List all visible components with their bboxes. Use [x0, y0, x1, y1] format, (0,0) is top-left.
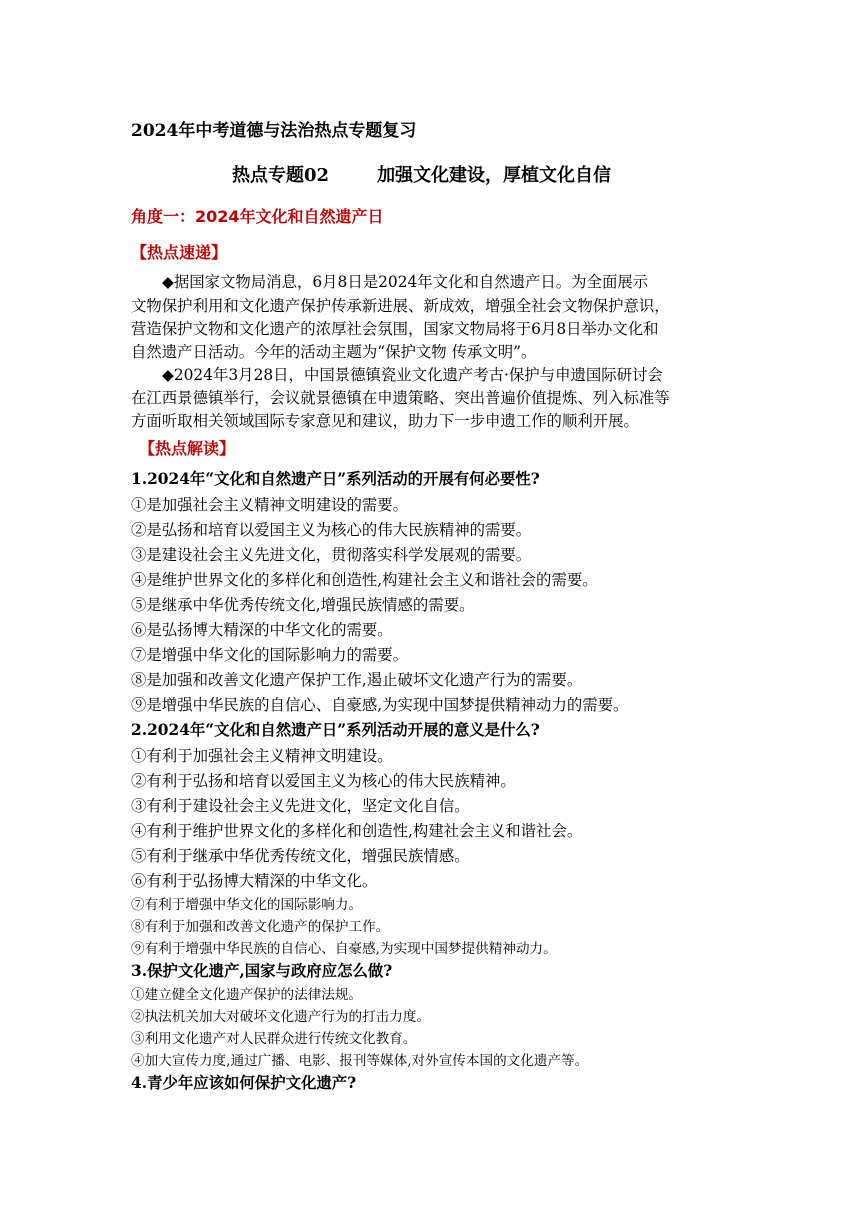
question-1: 1.2024年“文化和自然遗产日”系列活动的开展有何必要性?: [131, 470, 540, 488]
q1-item: ⑥是弘扬博大精深的中华文化的需要。: [131, 621, 393, 639]
q2-item: ①有利于加强社会主义精神文明建设。: [131, 747, 393, 765]
hot-news-para2-line: 在江西景德镇举行，会议就景德镇在申遗策略、突出普遍价值提炼、列入标准等: [131, 389, 670, 407]
hot-news-para1-line: 自然遗产日活动。今年的活动主题为“保护文物 传承文明”。: [131, 343, 537, 361]
q1-item: ④是维护世界文化的多样化和创造性,构建社会主义和谐社会的需要。: [131, 571, 598, 589]
question-4: 4.青少年应该如何保护文化遗产?: [131, 1074, 357, 1092]
topic-heading: [232, 161, 611, 187]
q2-item: ⑥有利于弘扬博大精深的中华文化。: [131, 872, 378, 890]
question-2: 2.2024年“文化和自然遗产日”系列活动开展的意义是什么?: [131, 721, 540, 739]
q1-item: ②是弘扬和培育以爱国主义为核心的伟大民族精神的需要。: [131, 521, 532, 539]
q2-item: ⑤有利于继承中华优秀传统文化，增强民族情感。: [131, 847, 470, 865]
hot-news-para2-line: ◆2024年3月28日，中国景德镇瓷业文化遗产考古·保护与申遗国际研讨会: [162, 366, 663, 384]
q2-item: ②有利于弘扬和培育以爱国主义为核心的伟大民族精神。: [131, 772, 516, 790]
q1-item: ⑦是增强中华文化的国际影响力的需要。: [131, 646, 409, 664]
q1-item: ⑨是增强中华民族的自信心、自豪感,为实现中国梦提供精神动力的需要。: [131, 696, 629, 714]
angle-heading: 角度一：2024年文化和自然遗产日: [131, 207, 384, 226]
q2-item: ⑨有利于增强中华民族的自信心、自豪感,为实现中国梦提供精神动力。: [131, 941, 557, 957]
analysis-heading: 【热点解读】: [139, 439, 236, 458]
q3-item: ①建立健全文化遗产保护的法律法规。: [131, 987, 363, 1003]
q1-item: ①是加强社会主义精神文明建设的需要。: [131, 496, 409, 514]
topic-text: 加强文化建设，厚植文化自信: [377, 165, 612, 186]
question-3: 3.保护文化遗产,国家与政府应怎么做?: [131, 962, 393, 980]
hot-news-para1-line: 营造保护文物和文化遗产的浓厚社会氛围，国家文物局将于6月8日举办文化和: [131, 320, 659, 338]
q1-item: ⑧是加强和改善文化遗产保护工作,遏止破坏文化遗产行为的需要。: [131, 671, 583, 689]
q2-item: ⑦有利于增强中华文化的国际影响力。: [131, 897, 363, 913]
topic-label: 热点专题02: [232, 165, 330, 186]
hot-news-para2-line: 方面听取相关领域国际专家意见和建议，助力下一步申遗工作的顺利开展。: [131, 412, 639, 430]
q3-item: ②执法机关加大对破坏文化遗产行为的打击力度。: [131, 1009, 431, 1025]
q2-item: ⑧有利于加强和改善文化遗产的保护工作。: [131, 919, 390, 935]
q2-item: ③有利于建设社会主义先进文化，坚定文化自信。: [131, 797, 470, 815]
hot-news-para1-line: ◆据国家文物局消息，6月8日是2024年文化和自然遗产日。为全面展示: [162, 273, 649, 291]
document-title: 2024年中考道德与法治热点专题复习: [131, 121, 417, 141]
hot-news-heading: 【热点速递】: [131, 243, 228, 262]
q1-item: ⑤是继承中华优秀传统文化,增强民族情感的需要。: [131, 596, 475, 614]
q1-item: ③是建设社会主义先进文化，贯彻落实科学发展观的需要。: [131, 546, 532, 564]
hot-news-para1-line: 文物保护利用和文化遗产保护传承新进展、新成效，增强全社会文物保护意识，: [131, 297, 670, 315]
q2-item: ④有利于维护世界文化的多样化和创造性,构建社会主义和谐社会。: [131, 822, 583, 840]
q3-item: ③利用文化遗产对人民群众进行传统文化教育。: [131, 1031, 417, 1047]
q3-item: ④加大宣传力度,通过广播、电影、报刊等媒体,对外宣传本国的文化遗产等。: [131, 1053, 589, 1069]
